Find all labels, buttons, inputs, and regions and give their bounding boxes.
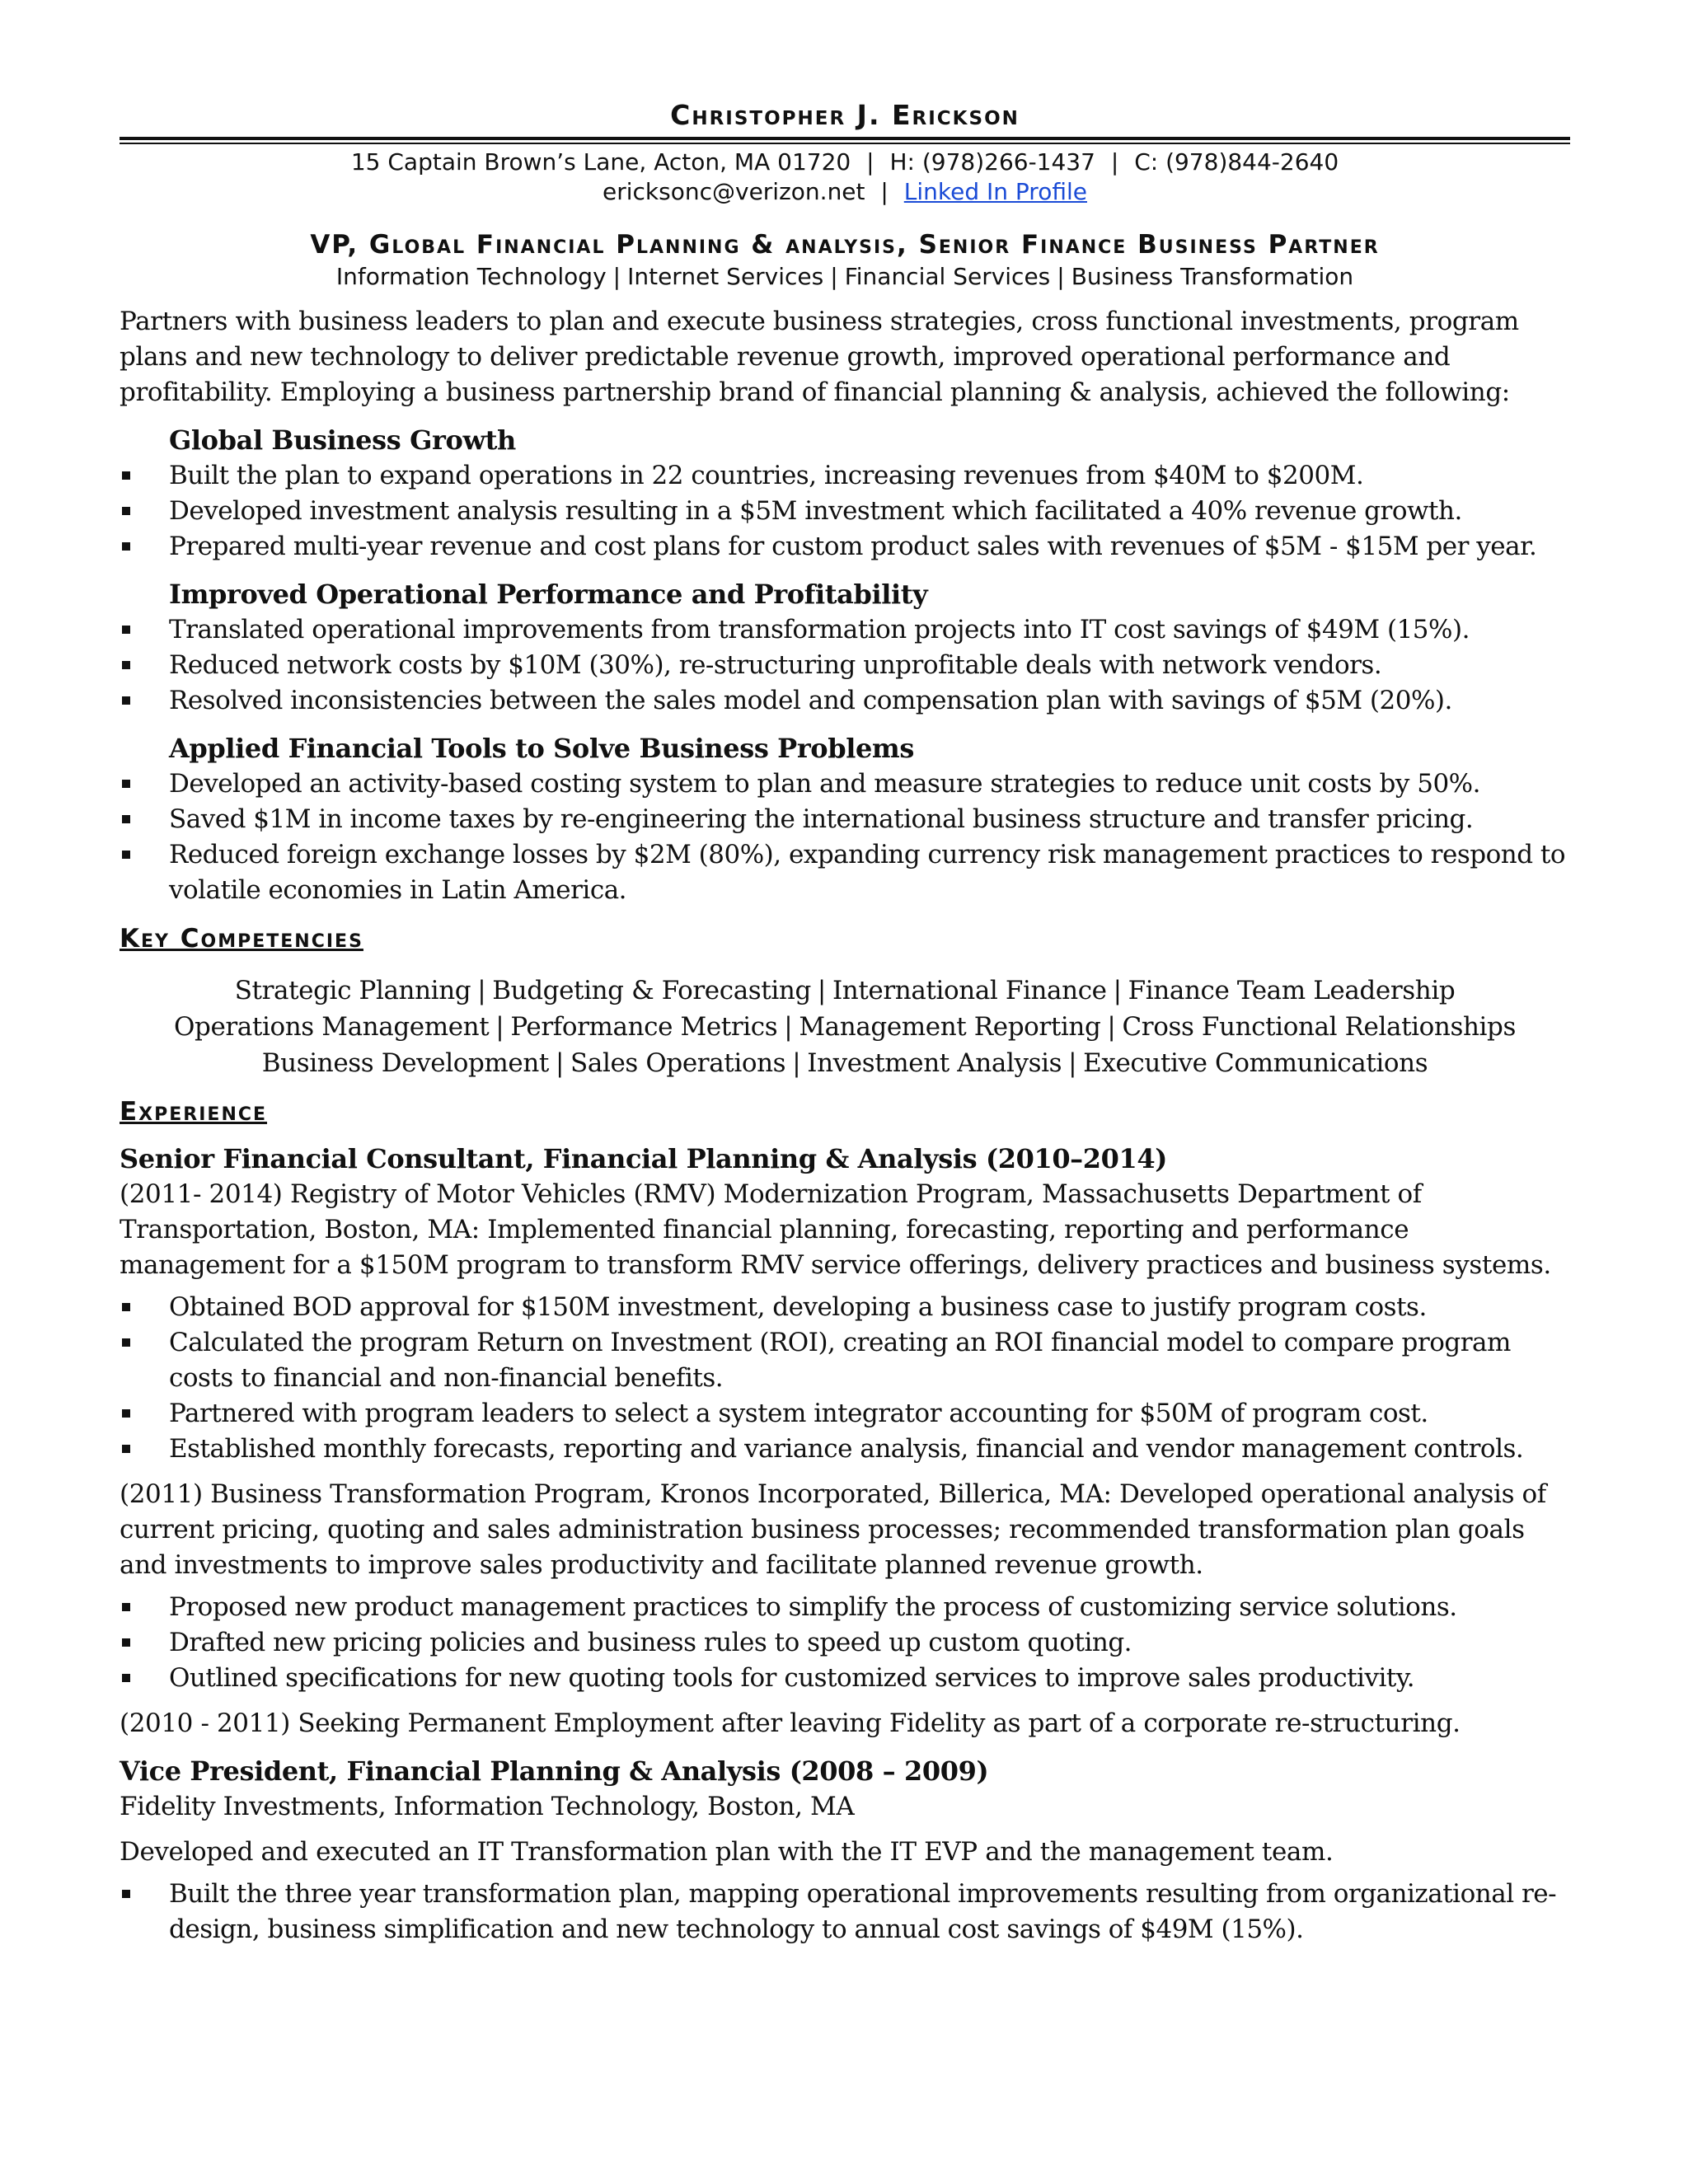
separator: | [1110, 148, 1119, 176]
industry: Financial Services [844, 263, 1051, 290]
industry: Information Technology [335, 263, 607, 290]
list-item: Reduced foreign exchange losses by $2M (80%), expanding currency risk management practices to respond to volatile economies in Latin America. [120, 837, 1570, 908]
separator: | [880, 178, 889, 205]
competency: Finance Team Leadership [1128, 976, 1456, 1005]
list-item: Reduced network costs by $10M (30%), re-structuring unprofitable deals with network vendors. [120, 648, 1570, 683]
contact-line-1 [120, 148, 1570, 177]
achievement-heading: Applied Financial Tools to Solve Business Problems [169, 733, 915, 764]
cell-phone: C: (978)844-2640 [1134, 148, 1339, 176]
competencies-block [120, 972, 1570, 1081]
home-phone: H: (978)266-1437 [889, 148, 1095, 176]
resume-page [120, 99, 1570, 1947]
list-item: Translated operational improvements from transformation projects into IT cost savings of $49M (15%). [120, 612, 1570, 648]
achievement-list [120, 612, 1570, 719]
contact-line-2 [120, 177, 1570, 207]
list-item: Established monthly forecasts, reporting and variance analysis, financial and vendor management controls. [120, 1432, 1570, 1467]
bullet-square-icon [122, 1603, 130, 1611]
header-divider-thin [120, 143, 1570, 144]
bullet-square-icon [122, 661, 130, 669]
engagement-bullets [120, 1290, 1570, 1467]
bullet-square-icon [122, 1409, 130, 1418]
achievement-heading: Global Business Growth [169, 424, 516, 456]
professional-headline: VP, Global Financial Planning & analysis, Senior Finance Business Partner [310, 230, 1380, 260]
job-title: Vice President, Financial Planning & Analysis (2008 – 2009) [120, 1755, 989, 1787]
list-item: Proposed new product management practices to simplify the process of customizing service solutions. [120, 1590, 1570, 1625]
achievement-heading: Improved Operational Performance and Profitability [169, 579, 928, 610]
competency: International Finance [832, 976, 1107, 1005]
list-item: Drafted new pricing policies and business rules to speed up custom quoting. [120, 1625, 1570, 1661]
list-item: Outlined specifications for new quoting tools for customized services to improve sales productivity. [120, 1661, 1570, 1696]
competency: Investment Analysis [807, 1048, 1062, 1078]
list-item: Built the three year transformation plan, mapping operational improvements resulting from organizational re-design, business simplification and new technology to annual cost savings of $49M (15%). [120, 1877, 1570, 1947]
candidate-name: Christopher J. Erickson [670, 99, 1020, 131]
bullet-square-icon [122, 507, 130, 515]
list-item: Resolved inconsistencies between the sales model and compensation plan with savings of $5M (20%). [120, 683, 1570, 719]
bullet-square-icon [122, 471, 130, 480]
list-item: Developed investment analysis resulting in a $5M investment which facilitated a 40% revenue growth. [120, 494, 1570, 529]
bullet-square-icon [122, 780, 130, 788]
bullet-square-icon [122, 851, 130, 859]
competency: Cross Functional Relationships [1122, 1012, 1517, 1042]
achievement-list [120, 766, 1570, 908]
industry: Internet Services [627, 263, 824, 290]
section-title-competencies: Key Competencies [120, 924, 363, 954]
engagement-description: (2011) Business Transformation Program, Kronos Incorporated, Billerica, MA: Developed operational analysis of current pricing, quoting and sales administration business processes; recommended transformation plan goals and investments to improve sales productivity and facilitate planned revenue growth. [120, 1479, 1546, 1580]
list-item: Prepared multi-year revenue and cost plans for custom product sales with revenues of $5M - $15M per year. [120, 529, 1570, 565]
bullet-square-icon [122, 815, 130, 823]
competency-row: Strategic Planning | Budgeting & Forecasting | International Finance | Finance Team Leadership [234, 976, 1456, 1005]
competency: Sales Operations [570, 1048, 786, 1078]
company-line: Fidelity Investments, Information Technology, Boston, MA [120, 1792, 855, 1821]
competency-row: Business Development | Sales Operations | Investment Analysis | Executive Communications [261, 1048, 1428, 1078]
industry: Business Transformation [1071, 263, 1354, 290]
bullet-square-icon [122, 1890, 130, 1898]
list-item: Obtained BOD approval for $150M investment, developing a business case to justify program costs. [120, 1290, 1570, 1325]
competency: Business Development [261, 1048, 549, 1078]
competency: Executive Communications [1083, 1048, 1428, 1078]
list-item: Developed an activity-based costing system to plan and measure strategies to reduce unit costs by 50%. [120, 766, 1570, 802]
competency-row: Operations Management | Performance Metrics | Management Reporting | Cross Functional Relationships [173, 1012, 1517, 1042]
summary-paragraph: Partners with business leaders to plan and execute business strategies, cross functional investments, program plans and new technology to deliver predictable revenue growth, improved operational performance and profitability. Employing a business partnership brand of financial planning & analysis, achieved the following: [120, 307, 1519, 407]
list-item: Built the plan to expand operations in 22 countries, increasing revenues from $40M to $200M. [120, 458, 1570, 494]
competency: Management Reporting [799, 1012, 1101, 1042]
address: 15 Captain Brown’s Lane, Acton, MA 01720 [350, 148, 851, 176]
engagement-description: (2011- 2014) Registry of Motor Vehicles (RMV) Modernization Program, Massachusetts Department of Transportation, Boston, MA: Implemented financial planning, forecasting, reporting and performance management for a $150M program to transform RMV service offerings, delivery practices and business systems. [120, 1179, 1551, 1280]
role-bullets [120, 1877, 1570, 1947]
bullet-square-icon [122, 1303, 130, 1311]
bullet-square-icon [122, 1445, 130, 1453]
header-divider-thick [120, 137, 1570, 140]
bullet-square-icon [122, 542, 130, 551]
industries-line: Information Technology | Internet Services | Financial Services | Business Transformation [335, 263, 1354, 290]
competency: Performance Metrics [510, 1012, 778, 1042]
competency: Budgeting & Forecasting [492, 976, 811, 1005]
list-item: Calculated the program Return on Investment (ROI), creating an ROI financial model to compare program costs to financial and non-financial benefits. [120, 1325, 1570, 1396]
bullet-square-icon [122, 1638, 130, 1647]
bullet-square-icon [122, 1338, 130, 1347]
achievement-list [120, 458, 1570, 565]
list-item: Saved $1M in income taxes by re-engineering the international business structure and transfer pricing. [120, 802, 1570, 837]
section-title-experience: Experience [120, 1097, 268, 1127]
employment-gap-note: (2010 - 2011) Seeking Permanent Employment after leaving Fidelity as part of a corporate re-structuring. [120, 1708, 1461, 1738]
job-title: Senior Financial Consultant, Financial Planning & Analysis (2010–2014) [120, 1143, 1167, 1174]
bullet-square-icon [122, 626, 130, 634]
engagement-bullets [120, 1590, 1570, 1696]
list-item: Partnered with program leaders to select a system integrator accounting for $50M of program cost. [120, 1396, 1570, 1432]
linkedin-profile-link[interactable]: Linked In Profile [903, 178, 1087, 205]
separator: | [866, 148, 874, 176]
bullet-square-icon [122, 696, 130, 705]
competency: Operations Management [173, 1012, 490, 1042]
email: ericksonc@verizon.net [603, 178, 865, 205]
competency: Strategic Planning [234, 976, 471, 1005]
role-description: Developed and executed an IT Transformation plan with the IT EVP and the management team. [120, 1837, 1334, 1867]
bullet-square-icon [122, 1674, 130, 1682]
